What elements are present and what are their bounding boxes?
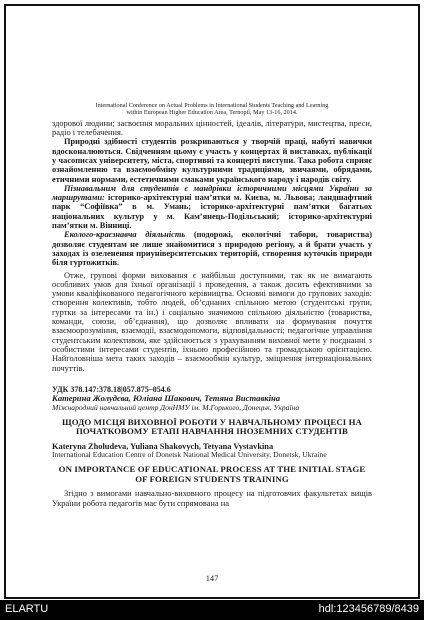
paragraph-2-lead: Пізнавальним для студентів є мандрівки історичними місцями України за маршрутами: (52, 183, 372, 203)
article-title-ua: ЩОДО МІСЦЯ ВИХОВНОЇ РОБОТИ У НАВЧАЛЬНОМУ ПРОЦЕСІ НА ПОЧАТКОВОМУ ЕТАПІ НАВЧАННЯ ІНОЗЕМНИХ СТУДЕНТІВ (61, 416, 363, 437)
affiliation-ua: Міжнародний навчальний центр ДонНМУ ім. М.Горького, Донецьк, Україна (52, 402, 300, 412)
authors-ua: Катерина Жолудєва, Юліана Шакович, Тетяна Виставкіна (52, 393, 281, 404)
paragraph-2 (52, 184, 372, 230)
intro-paragraph: Згідно з вимогами навчально-виховного процесу на підготовчих факультетах вищів України робота педагогів має бути спрямована на (52, 489, 372, 508)
paragraph-2-rest: історико-архітектурні пам’ятки м. Києва, м. Львова; ландшафтний парк “Софіївка” в м. Умань; історико-архітектурні пам’ятки багатьох національних культур у м. Кам’янець-Подільський; історико-архітектурні пам’ятки м. Вінниці. (52, 193, 372, 231)
paragraph-1-bold: Природні здібності студентів розкриваються у творчій праці, набуті навички вдосконалюються. Свідченням цьому є участь у концертах й виставках, публікації у часописах університету, міста, спортивні та концерті виступи. Така робота сприяє ознайомленню та взаємообміну культурними традиціями, звичаями, обрядами, етичними нормами, естетичними смаками українського народу і народів світу. (52, 137, 372, 184)
footer-left: ELARTU (5, 603, 49, 615)
paragraph-4: Отже, групові форми виховання є найбільш доступними, так як не вимагають особливих умов для їхньої організації і проведення, а також досить ефективними за умови кваліфікованого педагогічного керівництва. Основні вимоги до групових заходів: створення колективів, тобто людей, об’єднаних спільною метою (студентські групи, гуртки за інтересами та ін.) і соціально значимою спільною діяльністю (товариства, команди, союзи, об’єднання), що дозволяє впливати на формування почуття взаємоорозуміння, взаємодії, взаємодопомоги, відповідальності; педагогічне управління студентським колективом, яке здійснюється з урахуванням виховної мети у поєднанні з особистими інтересами студентів, їхньою професійною та громадською орієнтацією. Найголовніша мета таких заходів – взаємообмін культур, зміцнення інтернаціональних почуттів. (52, 270, 372, 373)
footer-right: hdl:123456789/8439 (318, 603, 419, 615)
page-frame (4, 4, 420, 599)
affiliation-en: International Education Centre of Donetsk National Medical University, Donetsk, Ukraine (52, 450, 327, 460)
paragraph-0: здорової людини; засвоєння моральних цінностей, ідеалів, літератури, мистецтва, преси, радіо і телебачення. (52, 118, 372, 138)
article-title-en: ON IMPORTANCE OF EDUCATIONAL PROCESS AT THE INITIAL STAGE OF FOREIGN STUDENTS TRAINING (58, 464, 366, 484)
page-number: 147 (205, 574, 219, 583)
paragraph-3 (52, 230, 372, 267)
conference-header-line1: International Conference on Actual Problems in International Students Teaching and Learning (95, 102, 329, 109)
conference-header-line2: within European Higher Education Area, Ternopil, May 13-16, 2014. (126, 109, 298, 117)
footer-bar (0, 600, 424, 620)
paragraph-3-lead: Еколого-краєзнавча діяльність (64, 230, 186, 240)
paragraph-3-rest: (подорожі, екологічні табори, товариства) дозволяє студентам не лише знайомитися з природою регіону, а й брати участь у заходах із озеленення приуніверситетських територій, створення куточків природи біля гуртожитків. (52, 230, 372, 268)
document-page (6, 6, 418, 597)
conference-header (52, 102, 372, 117)
udc-code: УДК 378.147:378.18|057.875–054.6 (52, 384, 171, 394)
authors-en: Kateryna Zholudeva, Yuliana Shakovych, Tetyana Vystavkina (52, 441, 274, 451)
